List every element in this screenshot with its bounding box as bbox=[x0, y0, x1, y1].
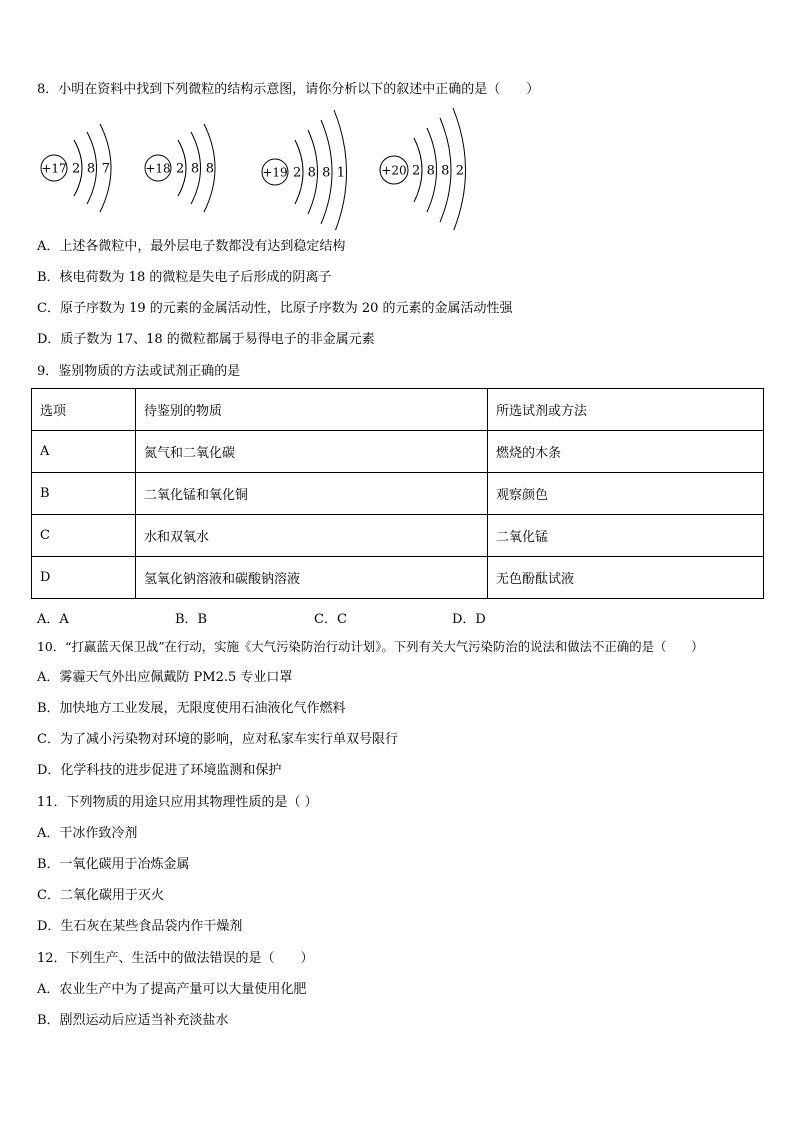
table-row bbox=[32, 557, 764, 599]
shell-electrons: 2 8 8 bbox=[176, 161, 214, 177]
table-row bbox=[32, 431, 764, 473]
table-header-row bbox=[32, 389, 764, 431]
q9-option-c: C．C bbox=[314, 612, 347, 627]
header-cell: 所选试剂或方法 bbox=[488, 389, 764, 431]
atom-diagrams bbox=[0, 0, 794, 230]
q12-option-b: B．剧烈运动后应适当补充淡盐水 bbox=[37, 1013, 229, 1028]
atom-diagram-4 bbox=[380, 108, 466, 230]
q12-option-a: A．农业生产中为了提高产量可以大量使用化肥 bbox=[37, 982, 307, 997]
header-cell: 选项 bbox=[32, 389, 136, 431]
shell-electrons: 2 8 8 1 bbox=[293, 165, 345, 181]
q11-stem: 11．下列物质的用途只应用其物理性质的是（ ） bbox=[37, 795, 318, 810]
q9-stem: 9．鉴别物质的方法或试剂正确的是 bbox=[37, 364, 241, 379]
header-cell: 待鉴别的物质 bbox=[136, 389, 488, 431]
q10-option-d: D．化学科技的进步促进了环境监测和保护 bbox=[37, 763, 282, 778]
q9-option-d: D．D bbox=[452, 612, 486, 627]
atom-diagram-3 bbox=[262, 110, 347, 230]
table-cell: 二氧化锰和氧化铜 bbox=[136, 473, 488, 515]
table-cell: 无色酚酞试液 bbox=[488, 557, 764, 599]
atom-diagram-2 bbox=[145, 124, 215, 212]
table-cell: A bbox=[32, 431, 136, 473]
shell-electrons: 2 8 8 2 bbox=[412, 163, 464, 179]
q9-option-b: B．B bbox=[175, 612, 208, 627]
nucleus-label: +18 bbox=[145, 161, 171, 176]
q8-option-c: C．原子序数为 19 的元素的金属活动性，比原子序数为 20 的元素的金属活动性强 bbox=[37, 301, 513, 316]
q8-option-d: D．质子数为 17、18 的微粒都属于易得电子的非金属元素 bbox=[37, 332, 375, 347]
q11-option-d: D．生石灰在某些食品袋内作干燥剂 bbox=[37, 919, 243, 934]
q10-option-c: C．为了减小污染物对环境的影响，应对私家车实行单双号限行 bbox=[37, 732, 398, 747]
q8-option-a: A．上述各微粒中，最外层电子数都没有达到稳定结构 bbox=[37, 239, 346, 254]
table-cell: 观察颜色 bbox=[488, 473, 764, 515]
table-cell: 二氧化锰 bbox=[488, 515, 764, 557]
table-row bbox=[32, 473, 764, 515]
q11-option-b: B．一氧化碳用于冶炼金属 bbox=[37, 857, 190, 872]
atom-diagram-1 bbox=[41, 124, 111, 212]
table-cell: 水和双氧水 bbox=[136, 515, 488, 557]
q8-stem: 8．小明在资料中找到下列微粒的结构示意图，请你分析以下的叙述中正确的是（ ） bbox=[37, 82, 540, 97]
q11-option-a: A．干冰作致冷剂 bbox=[37, 826, 138, 841]
q10-option-b: B．加快地方工业发展，无限度使用石油液化气作燃料 bbox=[37, 701, 346, 716]
q10-option-a: A．雾霾天气外出应佩戴防 PM2.5 专业口罩 bbox=[37, 670, 293, 685]
table-cell: D bbox=[32, 557, 136, 599]
q9-option-a: A．A bbox=[37, 612, 69, 627]
table-cell: 燃烧的木条 bbox=[488, 431, 764, 473]
table-row bbox=[32, 515, 764, 557]
q9-table bbox=[31, 388, 764, 599]
nucleus-label: +20 bbox=[381, 163, 407, 178]
q12-stem: 12．下列生产、生活中的做法错误的是（ ） bbox=[37, 951, 314, 966]
table-cell: 氮气和二氧化碳 bbox=[136, 431, 488, 473]
table-cell: 氢氧化钠溶液和碳酸钠溶液 bbox=[136, 557, 488, 599]
table-cell: B bbox=[32, 473, 136, 515]
table-cell: C bbox=[32, 515, 136, 557]
shell-electrons: 2 8 7 bbox=[72, 161, 110, 177]
q8-option-b: B．核电荷数为 18 的微粒是失电子后形成的阴离子 bbox=[37, 270, 332, 285]
nucleus-label: +19 bbox=[262, 165, 288, 180]
nucleus-label: +17 bbox=[41, 161, 67, 176]
q10-stem: 10．“打赢蓝天保卫战”在行动，实施《大气污染防治行动计划》。下列有关大气污染防治的说法和做法不正确的是（ ） bbox=[37, 639, 704, 654]
q11-option-c: C．二氧化碳用于灭火 bbox=[37, 888, 164, 903]
